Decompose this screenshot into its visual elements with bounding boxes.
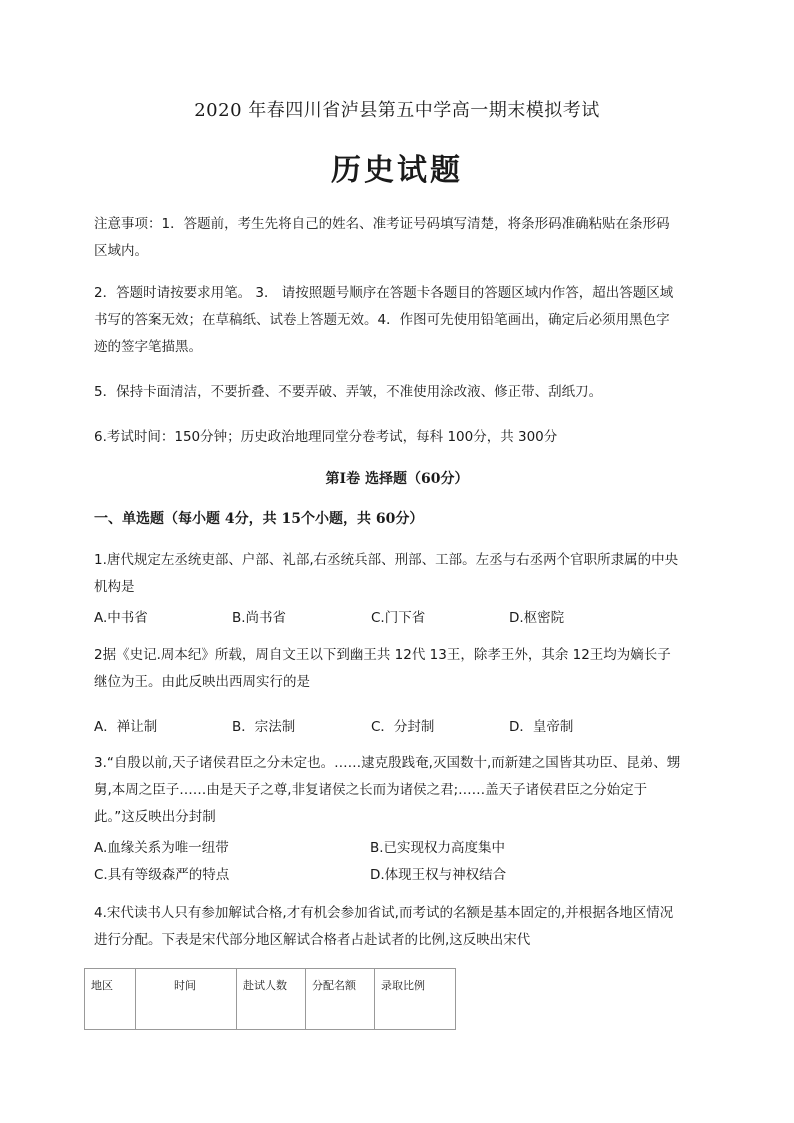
question-1-option-a[interactable]: A.中书省 [94,610,148,626]
note-2 [94,280,704,361]
section-heading: 一、单选题（每小题 4分，共 15个小题，共 60分） [94,511,424,527]
note-1-line-1: 注意事项：1．答题前，考生先将自己的姓名、准考证号码填写清楚，将条形码准确粘贴在条形码 [94,216,670,232]
question-4 [94,900,704,954]
question-3-option-c[interactable]: C.具有等级森严的特点 [94,867,230,883]
question-4-line-1: 4.宋代读书人只有参加解试合格,才有机会参加省试,而考试的名额是基本固定的,并根据各地区情况 [94,905,674,921]
note-2-line-2: 书写的答案无效；在草稿纸、试卷上答题无效。4．作图可先使用铅笔画出，确定后必须用黑色字 [94,312,670,328]
question-3-option-a[interactable]: A.血缘关系为唯一纽带 [94,840,229,856]
note-2-line-3: 迹的签字笔描黑。 [94,339,202,355]
table-header-region: 地区 [85,969,136,1030]
question-1-option-c[interactable]: C.门下省 [371,610,426,626]
question-2-line-1: 2据《史记.周本纪》所载，周自文王以下到幽王共 12代 13王，除孝王外，其余 12王均为嫡长子 [94,647,671,663]
question-3-option-b[interactable]: B.已实现权力高度集中 [370,840,506,856]
exam-title: 历史试题 [331,153,463,188]
note-5: 5．保持卡面清洁，不要折叠、不要弄破、弄皱，不准使用涂改液、修正带、刮纸刀。 [94,384,603,400]
question-2-option-d[interactable]: D．皇帝制 [509,719,574,735]
question-1 [94,547,704,601]
question-3 [94,750,704,831]
question-2-option-c[interactable]: C．分封制 [371,719,435,735]
table-header-quota: 分配名额 [306,969,375,1030]
exam-subtitle: 2020 年春四川省泸县第五中学高一期末模拟考试 [194,100,600,121]
question-1-option-d[interactable]: D.枢密院 [509,610,565,626]
section-title: 第Ⅰ卷 选择题（60分） [325,471,469,487]
question-3-line-2: 舅,本周之臣子……由是天子之尊,非复诸侯之长而为诸侯之君;……盖天子诸侯君臣之分始定于 [94,782,648,798]
table-header-ratio: 录取比例 [375,969,456,1030]
note-2-line-1: 2．答题时请按要求用笔。 3． 请按照题号顺序在答题卡各题目的答题区域内作答，超出答题区域 [94,285,674,301]
regional-exam-table [84,968,456,1030]
question-1-line-2: 机构是 [94,579,135,595]
note-6: 6.考试时间：150分钟；历史政治地理同堂分卷考试，每科 100分，共 300分 [94,429,558,445]
question-3-line-3: 此。”这反映出分封制 [94,809,216,825]
note-1 [94,211,704,265]
question-2-line-2: 继位为王。由此反映出西周实行的是 [94,674,310,690]
question-3-line-1: 3.“自殷以前,天子诸侯君臣之分未定也。……逮克殷践奄,灭国数十,而新建之国皆其功臣、昆弟、甥 [94,755,681,771]
question-4-line-2: 进行分配。下表是宋代部分地区解试合格者占赴试者的比例,这反映出宋代 [94,932,531,948]
table-header-time: 时间 [136,969,237,1030]
question-2 [94,642,704,696]
question-3-option-d[interactable]: D.体现王权与神权结合 [370,867,507,883]
question-1-option-b[interactable]: B.尚书省 [232,610,287,626]
note-1-line-2: 区域内。 [94,243,148,259]
question-1-line-1: 1.唐代规定左丞统吏部、户部、礼部,右丞统兵部、刑部、工部。左丞与右丞两个官职所隶属的中央 [94,552,679,568]
table-header-row [85,969,456,1030]
question-2-option-b[interactable]: B．宗法制 [232,719,296,735]
question-2-option-a[interactable]: A．禅让制 [94,719,158,735]
table-header-examinees: 赴试人数 [237,969,306,1030]
